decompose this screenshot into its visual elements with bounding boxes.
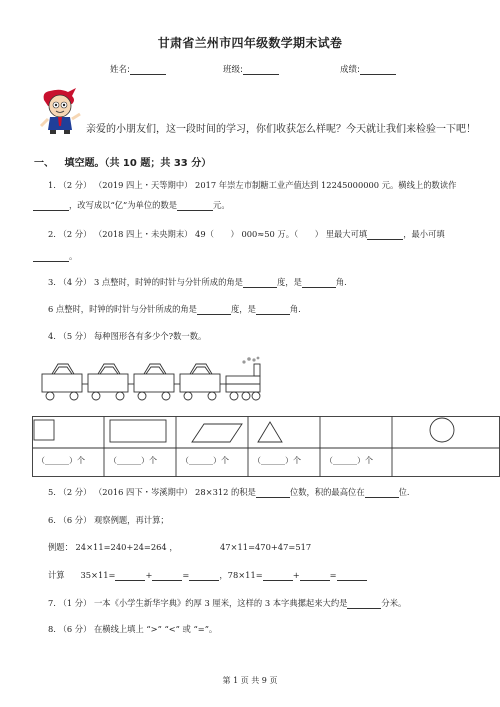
section-1-heading: 一、 填空题。（共 10 题；共 33 分） xyxy=(34,158,212,169)
name-field: 姓名: xyxy=(110,63,166,75)
question-6-line-1: 6. （6 分） 观察例题，再计算； xyxy=(48,515,169,525)
question-7: 7. （1 分） 一本《小学生新华字典》约厚 3 厘米，这样的 3 本字典摞起来大约是 分米。 xyxy=(48,598,407,608)
rectangle-count-cell: （______）个 xyxy=(109,456,157,465)
shapes-count-table xyxy=(32,416,500,478)
greeting-text: 亲爱的小朋友们，这一段时间的学习，你们收获怎么样呢？今天就让我们来检验一下吧！ xyxy=(86,124,476,135)
question-2-line-2: 。 xyxy=(33,250,77,262)
question-6-example-1: 例题： 24×11=240+24=264 ， xyxy=(48,542,178,552)
circle-count-cell: （______）个 xyxy=(325,456,373,465)
parallelogram-count-cell: （______）个 xyxy=(181,456,229,465)
train-figure xyxy=(40,356,270,408)
question-1-line-1: 1. （2 分） （2019 四上・天等期中） 2017 年崇左市制糖工业产值达到 12245000000 元。横线上的数读作 xyxy=(48,180,457,190)
page-footer: 第 1 页 共 9 页 xyxy=(222,676,278,685)
question-4-line-1: 4. （5 分） 每种图形各有多少个?数一数。 xyxy=(48,331,207,341)
score-field: 成绩: xyxy=(340,63,396,75)
class-field: 班级: xyxy=(223,63,279,75)
question-3-line-2: 6 点整时，时钟的时针与分针所成的角是 度，是 角. xyxy=(48,304,301,314)
question-5: 5. （2 分） （2016 四下・岑溪期中） 28×312 的积是 位数，积的最高位在 位. xyxy=(48,487,410,497)
question-2-line-1: 2. （2 分） （2018 四上・未央期末） 49（ ） 000≈50 万。（ ） 里最大可填 ，最小可填 xyxy=(48,229,445,239)
square-count-cell: （______）个 xyxy=(37,456,85,465)
question-3-line-1: 3. （4 分） 3 点整时，时钟的时针与分针所成的角是 度，是 角. xyxy=(48,277,347,287)
question-1-line-2: ，改写成以“亿”为单位的数是 元。 xyxy=(33,199,230,211)
question-6-calc: 计算 35×11= + = ，78×11= + = xyxy=(48,569,367,581)
question-6-example-2: 47×11=470+47=517 xyxy=(220,542,312,552)
question-8-line-1: 8. （6 分） 在横线上填上 “>” “<” 或 “=”。 xyxy=(48,624,218,634)
mascot-icon xyxy=(38,86,84,136)
page-title: 甘肃省兰州市四年级数学期末试卷 xyxy=(157,36,343,50)
triangle-count-cell: （______）个 xyxy=(253,456,301,465)
